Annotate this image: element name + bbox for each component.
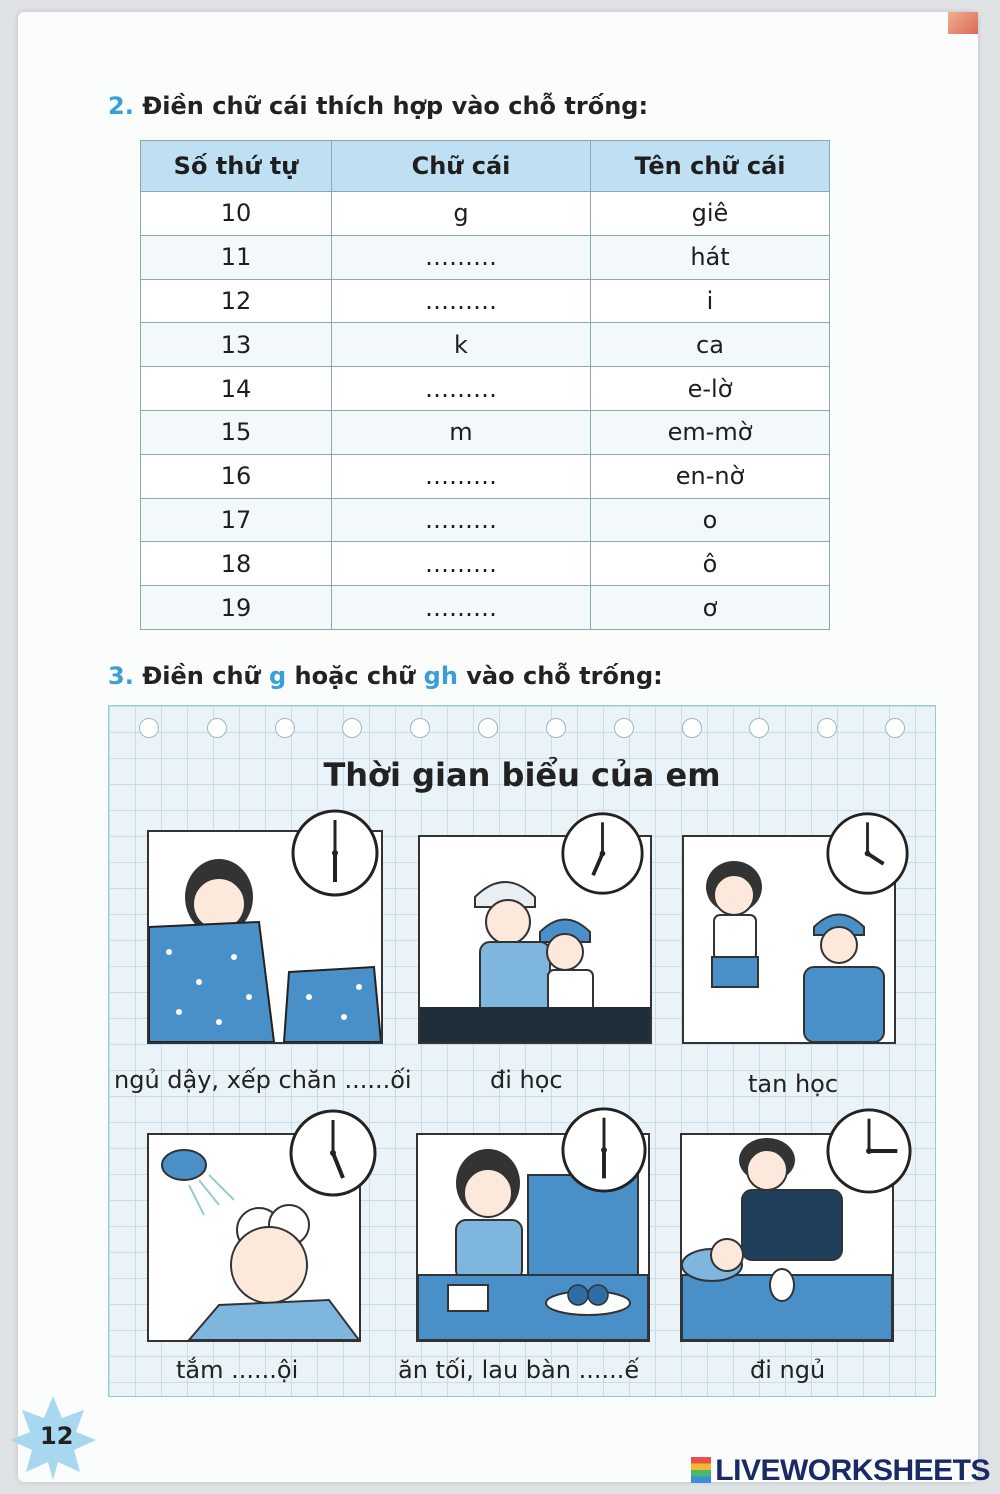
order-cell: 13 <box>141 323 332 367</box>
caption-bedtime: đi ngủ <box>750 1356 826 1384</box>
table-row <box>141 410 830 454</box>
table-row <box>141 454 830 498</box>
binder-hole <box>139 718 159 738</box>
letter-table <box>140 140 830 630</box>
binder-hole <box>342 718 362 738</box>
binder-hole <box>275 718 295 738</box>
binder-hole <box>682 718 702 738</box>
table-row <box>141 279 830 323</box>
letter-blank-input[interactable]: ……… <box>332 586 591 630</box>
order-cell: 16 <box>141 454 332 498</box>
table-row <box>141 192 830 236</box>
letter-table-header <box>141 141 830 192</box>
order-cell: 14 <box>141 367 332 411</box>
exercise-2-number: 2. <box>108 92 134 120</box>
clock-icon <box>560 1106 648 1194</box>
schedule-title: Thời gian biểu của em <box>323 756 721 794</box>
letter-blank-input[interactable]: ……… <box>332 454 591 498</box>
page-number: 12 <box>40 1422 74 1450</box>
table-row <box>141 542 830 586</box>
exercise-3-title-pre: Điền chữ <box>142 662 269 690</box>
letter-name-cell: e-lờ <box>591 367 830 411</box>
letter-name-cell: em-mờ <box>591 410 830 454</box>
order-cell: 18 <box>141 542 332 586</box>
letter-name-cell: o <box>591 498 830 542</box>
binder-hole <box>817 718 837 738</box>
caption-after-school: tan học <box>748 1070 839 1098</box>
binder-hole <box>885 718 905 738</box>
clock-icon <box>825 811 910 896</box>
caption-shower: tắm ......ội <box>176 1356 299 1384</box>
letter-g-highlight: g <box>269 662 287 690</box>
brand-logo-icon <box>691 1457 711 1483</box>
exercise-2-title: Điền chữ cái thích hợp vào chỗ trống: <box>142 92 649 120</box>
order-cell: 11 <box>141 235 332 279</box>
binder-hole <box>546 718 566 738</box>
exercise-3-number: 3. <box>108 662 134 690</box>
binder-hole <box>207 718 227 738</box>
table-row <box>141 235 830 279</box>
caption-dinner: ăn tối, lau bàn ......ế <box>398 1356 640 1384</box>
binder-hole <box>478 718 498 738</box>
letter-blank-input[interactable]: ……… <box>332 367 591 411</box>
clock-icon <box>290 808 380 898</box>
letter-cell: m <box>332 410 591 454</box>
caption-wake-up: ngủ dậy, xếp chăn ......ối <box>114 1066 412 1094</box>
letter-name-cell: hát <box>591 235 830 279</box>
table-row <box>141 586 830 630</box>
brand-logo <box>691 1454 990 1488</box>
binder-hole <box>614 718 634 738</box>
clock-icon <box>825 1107 913 1195</box>
binder-hole <box>410 718 430 738</box>
table-row <box>141 367 830 411</box>
column-header-letter: Chữ cái <box>332 141 591 192</box>
table-row <box>141 323 830 367</box>
letter-name-cell: ô <box>591 542 830 586</box>
exercise-2-heading <box>108 92 648 120</box>
clock-icon <box>288 1108 378 1198</box>
letter-name-cell: i <box>591 279 830 323</box>
letter-blank-input[interactable]: ……… <box>332 498 591 542</box>
letter-blank-input[interactable]: ……… <box>332 235 591 279</box>
order-cell: 17 <box>141 498 332 542</box>
exercise-3-heading <box>108 662 663 690</box>
clock-icon <box>560 811 645 896</box>
column-header-letter-name: Tên chữ cái <box>591 141 830 192</box>
letter-name-cell: ơ <box>591 586 830 630</box>
letter-name-cell: en-nờ <box>591 454 830 498</box>
order-cell: 19 <box>141 586 332 630</box>
letter-cell: k <box>332 323 591 367</box>
exercise-3-title-mid: hoặc chữ <box>286 662 424 690</box>
letter-name-cell: giê <box>591 192 830 236</box>
brand-logo-text: LIVEWORKSHEETS <box>715 1454 990 1487</box>
order-cell: 12 <box>141 279 332 323</box>
column-header-order: Số thứ tự <box>141 141 332 192</box>
order-cell: 15 <box>141 410 332 454</box>
letter-cell: g <box>332 192 591 236</box>
binder-holes <box>139 718 905 738</box>
page-corner-decoration <box>948 12 978 34</box>
letter-gh-highlight: gh <box>423 662 458 690</box>
table-row <box>141 498 830 542</box>
letter-name-cell: ca <box>591 323 830 367</box>
caption-go-to-school: đi học <box>490 1066 563 1094</box>
exercise-3-title-post: vào chỗ trống: <box>457 662 663 690</box>
binder-hole <box>749 718 769 738</box>
letter-blank-input[interactable]: ……… <box>332 542 591 586</box>
letter-blank-input[interactable]: ……… <box>332 279 591 323</box>
order-cell: 10 <box>141 192 332 236</box>
